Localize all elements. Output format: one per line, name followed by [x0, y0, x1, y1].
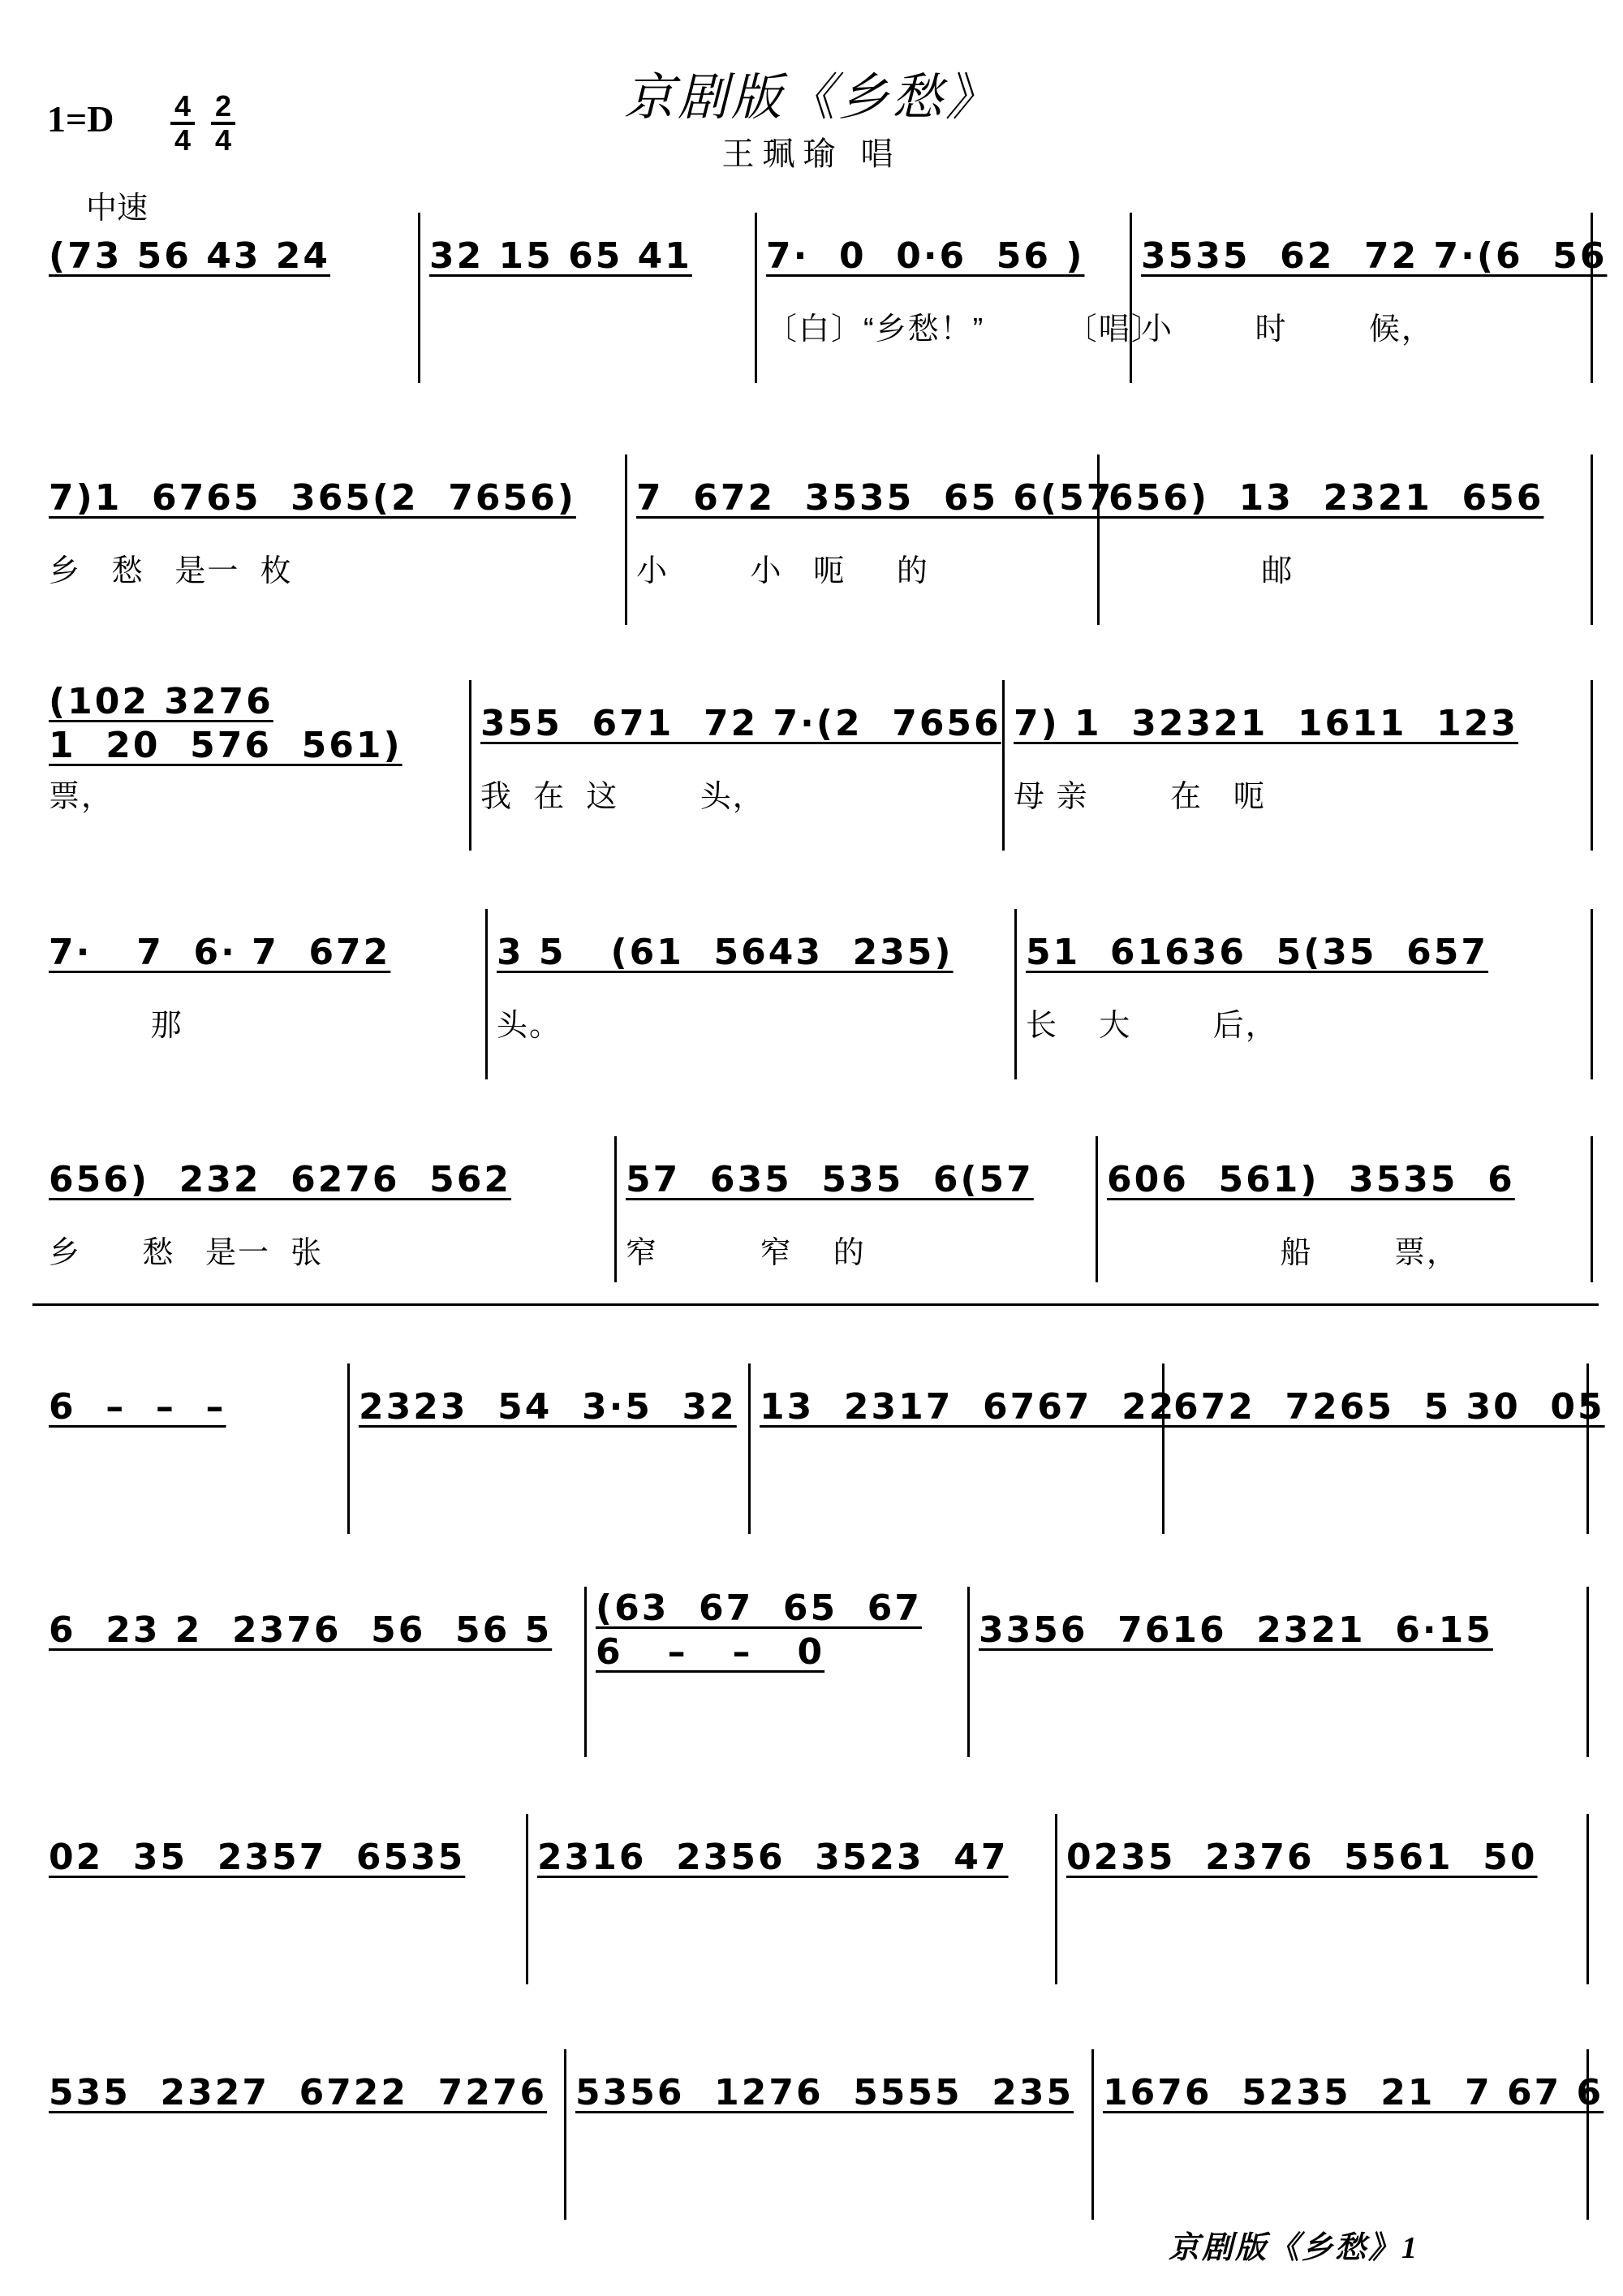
- measure-notes: 3356 7616 2321 6·15: [979, 1609, 1493, 1651]
- barline: [1091, 2049, 1094, 2220]
- barline: [1096, 1136, 1098, 1282]
- measure-notes: 535 2327 6722 7276: [49, 2072, 548, 2113]
- score-line: [0, 1587, 1623, 1773]
- measure-lyrics: 乡 愁 是一 枚: [49, 554, 293, 588]
- barline: [1591, 909, 1593, 1079]
- score-line: [0, 1136, 1623, 1299]
- measure-lyrics: 窄 窄 的: [626, 1236, 866, 1270]
- measure-notes: (73 56 43 24: [49, 235, 330, 277]
- measure-notes: 13 2317 6767 22: [760, 1386, 1177, 1428]
- measure-lyrics: 乡 愁 是一 张: [49, 1236, 324, 1270]
- measure-lyrics: 我 在 这 头，: [480, 780, 765, 814]
- measure-notes: 656) 232 6276 562: [49, 1159, 512, 1200]
- measure-lyrics: 小 时 候，: [1141, 312, 1434, 347]
- time-sig-a-bottom: 4: [174, 123, 192, 157]
- barline: [1586, 1587, 1589, 1757]
- measure-lyrics: 船 票，: [1107, 1236, 1459, 1270]
- barline: [748, 1363, 751, 1534]
- barline: [1586, 1363, 1589, 1534]
- barline: [755, 213, 757, 383]
- page-footer: 京剧版《乡愁》1: [1169, 2231, 1420, 2265]
- barline: [1002, 680, 1005, 851]
- measure-notes: 02 35 2357 6535: [49, 1837, 466, 1878]
- barline: [1097, 454, 1100, 625]
- measure-notes: 0235 2376 5561 50: [1066, 1837, 1538, 1878]
- barline: [526, 1814, 528, 1984]
- measure-lyrics: 母 亲 在 呃: [1014, 780, 1266, 814]
- barline: [625, 454, 627, 625]
- barline: [469, 680, 471, 851]
- score-line: [0, 454, 1623, 641]
- measure-notes: 7)1 6765 365(2 7656): [49, 477, 576, 519]
- measure-notes: 656) 13 2321 656: [1109, 477, 1544, 519]
- barline: [1014, 909, 1017, 1079]
- tempo-marking: 中速: [86, 192, 149, 226]
- measure-notes: 355 671 72 7·(2 7656: [480, 703, 1001, 744]
- measure-lyrics: 邮: [1109, 554, 1294, 588]
- barline: [564, 2049, 566, 2220]
- score-line: [0, 1363, 1623, 1550]
- barline: [1130, 213, 1132, 383]
- measure-notes: 5356 1276 5555 235: [575, 2072, 1074, 2113]
- measure-notes: 7) 1 32321 1611 123: [1014, 703, 1518, 744]
- section-divider: [32, 1303, 1599, 1306]
- measure-lyrics: 那: [49, 1009, 183, 1043]
- barline: [1162, 1363, 1165, 1534]
- score-line: [0, 213, 1623, 399]
- barline: [1586, 2049, 1589, 2220]
- barline: [1055, 1814, 1057, 1984]
- barline: [418, 213, 420, 383]
- barline: [1591, 680, 1593, 851]
- measure-notes: 3 5 (61 5643 235): [497, 932, 954, 973]
- measure-notes: 1676 5235 21 7 67 6: [1103, 2072, 1604, 2113]
- measure-notes: 32 15 65 41: [429, 235, 692, 277]
- time-sig-b-top: 2: [214, 89, 232, 123]
- measure-lyrics: 头。: [497, 1009, 562, 1043]
- measure-notes: 7 672 3535 65 6(57: [636, 477, 1114, 519]
- measure-notes: 6 23 2 2376 56 56 5: [49, 1609, 553, 1651]
- measure-notes: 7· 0 0·6 56 ): [766, 235, 1085, 277]
- barline: [1591, 213, 1593, 383]
- key-signature: 1=D: [47, 98, 114, 140]
- measure-notes: 2323 54 3·5 32: [359, 1386, 737, 1428]
- barline: [967, 1587, 970, 1757]
- barline: [347, 1363, 350, 1534]
- measure-notes: 57 635 535 6(57: [626, 1159, 1034, 1200]
- measure-lyrics: 〔白〕“乡愁！” 〔唱〕: [766, 312, 1164, 347]
- time-signature-b: [209, 91, 237, 156]
- score-line: [0, 1814, 1623, 2001]
- measure-notes: 3535 62 72 7·(6 56: [1141, 235, 1608, 277]
- score-line: [0, 909, 1623, 1096]
- measure-notes: 7· 7 6· 7 672: [49, 932, 391, 973]
- measure-notes: 672 7265 5 30 05: [1173, 1386, 1605, 1428]
- singer-credit: 王珮瑜 唱: [721, 136, 902, 172]
- time-sig-a-top: 4: [174, 89, 192, 123]
- measure-lyrics: 小 小 呃 的: [636, 554, 929, 588]
- measure-notes: 606 561) 3535 6: [1107, 1159, 1515, 1200]
- measure-lyrics: 票，: [49, 780, 114, 814]
- measure-notes: 2316 2356 3523 47: [537, 1837, 1009, 1878]
- score-line: [0, 2049, 1623, 2236]
- barline: [1591, 454, 1593, 625]
- barline: [584, 1587, 587, 1757]
- page-title: 京剧版《乡愁》: [623, 71, 999, 126]
- score-line: [0, 680, 1623, 867]
- barline: [1591, 1136, 1593, 1282]
- barline: [1586, 1814, 1589, 1984]
- time-sig-b-bottom: 4: [214, 123, 232, 157]
- barline: [614, 1136, 617, 1282]
- measure-notes: (63 67 65 67 6 – – 0: [596, 1587, 922, 1673]
- measure-notes: 6 – – –: [49, 1386, 226, 1428]
- measure-notes: (102 3276 1 20 576 561): [49, 681, 403, 766]
- measure-notes: 51 61636 5(35 657: [1026, 932, 1489, 973]
- time-signature-a: [169, 91, 196, 156]
- barline: [485, 909, 488, 1079]
- measure-lyrics: 长 大 后，: [1026, 1009, 1278, 1043]
